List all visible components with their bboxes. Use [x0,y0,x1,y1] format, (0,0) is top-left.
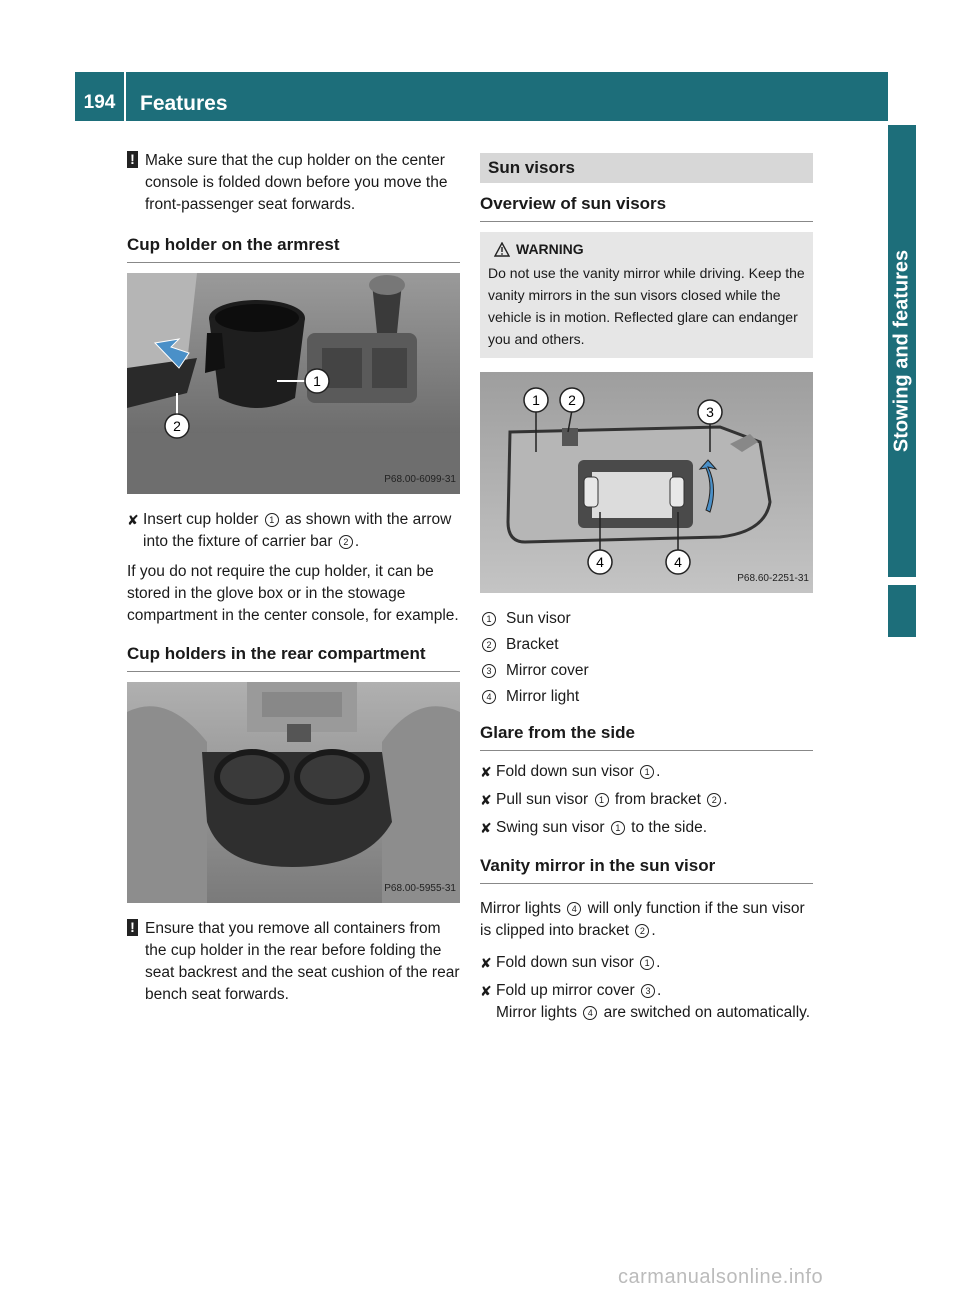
instruction-step [480,980,813,1024]
callout-ref: 4 [583,1006,597,1020]
callout-ref: 1 [265,513,279,527]
step-text: Insert cup holder [143,511,259,528]
result-text: Mirror lights [496,1004,577,1021]
callout-ref: 2 [339,535,353,549]
callout-1: 1 [313,373,321,389]
paragraph-text: . [651,922,656,939]
step-text: . [723,791,728,808]
note-text: Make sure that the cup holder on the center console is folded down before you move the front-passenger seat forwards. [145,152,448,213]
callout-3: 3 [706,404,714,420]
instruction-step [480,789,813,811]
callout-4: 4 [596,554,604,570]
step-arrow-icon: ✘ [127,512,139,528]
callout-ref: 1 [640,956,654,970]
legend-item [480,686,813,708]
notice-note [127,150,460,216]
callout-4: 4 [674,554,682,570]
chapter-tab-label-wrap [888,125,916,577]
instruction-step [480,817,813,839]
left-column [127,150,460,1024]
step-arrow-icon: ✘ [480,764,492,780]
note-text: Ensure that you remove all containers from the cup holder in the rear before folding the seat backrest and the seat cushion of the rear bench seat forwards. [145,920,460,1003]
legend-item [480,634,813,656]
callout-ref: 3 [641,984,655,998]
chapter-tab-marker [888,585,916,637]
callout-ref: 2 [482,638,496,652]
figure-code: P68.60-2251-31 [737,573,809,584]
callout-1: 1 [532,392,540,408]
step-text: . [657,982,662,999]
legend-list [480,608,813,708]
step-text: Pull sun visor [496,791,589,808]
instruction-step [127,509,460,553]
legend-item [480,608,813,630]
right-column [480,150,813,1030]
paragraph-text: Mirror lights [480,900,561,917]
warning-box [480,232,813,358]
exclamation-icon: ! [127,919,138,936]
callout-ref: 1 [482,612,496,626]
figure-armrest-cup-holder [127,273,460,494]
legend-label: Bracket [506,636,559,653]
step-text: Fold up mirror cover [496,982,635,999]
figure-sun-visor [480,372,813,593]
paragraph-glovebox: If you do not require the cup holder, it can be stored in the glove box or in the stowage compartment in the center console, for example. [127,563,459,624]
callout-ref: 4 [482,690,496,704]
callout-2: 2 [173,418,181,434]
callout-ref: 1 [640,765,654,779]
heading-overview-sun-visors: Overview of sun visors [480,193,813,222]
sun-visor-illustration [480,372,813,593]
heading-cup-holders-rear: Cup holders in the rear compartment [127,643,460,672]
callout-ref: 3 [482,664,496,678]
callout-2: 2 [568,392,576,408]
figure-rear-cup-holder [127,682,460,903]
instruction-step [480,952,813,974]
page-number: 194 [75,72,126,121]
legend-label: Mirror light [506,688,580,705]
paragraph-text: will only function if the sun visor is clipped into bracket [480,900,805,939]
figure-code: P68.00-5955-31 [384,883,456,894]
step-arrow-icon: ✘ [480,792,492,808]
armrest-illustration [127,273,460,494]
rear-cup-holder-illustration [127,682,460,903]
step-arrow-icon: ✘ [480,955,492,971]
footer-watermark: carmanualsonline.info [618,1266,824,1288]
step-text: Swing sun visor [496,819,605,836]
warning-text: Do not use the vanity mirror while driving. Keep the vanity mirrors in the sun visors closed while the vehicle is in motion. Reflected glare can endanger you and others. [488,265,805,347]
paragraph-vanity [480,898,813,942]
step-arrow-icon: ✘ [480,983,492,999]
step-arrow-icon: ✘ [480,820,492,836]
legend-label: Mirror cover [506,662,589,679]
step-text: from bracket [614,791,701,808]
step-text: . [656,763,661,780]
chapter-tab-label: Stowing and features [890,249,913,453]
figure-code: P68.00-6099-31 [384,474,456,485]
step-text: . [656,954,661,971]
heading-cup-holder-armrest: Cup holder on the armrest [127,234,460,263]
exclamation-icon: ! [127,151,138,168]
warning-title: WARNING [516,241,584,257]
step-result [496,1002,813,1024]
callout-ref: 4 [567,902,581,916]
step-text: to the side. [631,819,707,836]
step-text: Fold down sun visor [496,954,634,971]
step-text: . [354,533,360,550]
callout-ref: 2 [707,793,721,807]
warning-header [488,238,805,260]
heading-vanity-mirror: Vanity mirror in the sun visor [480,855,813,884]
step-text: as shown with the arrow into the fixture of carrier bar [143,511,452,550]
result-text: are switched on automatically. [603,1004,811,1021]
callout-ref: 2 [635,924,649,938]
callout-ref: 1 [595,793,609,807]
instruction-step [480,761,813,783]
legend-label: Sun visor [506,610,571,627]
heading-glare-from-side: Glare from the side [480,722,813,751]
callout-ref: 1 [611,821,625,835]
page-title: Features [140,92,228,115]
legend-item [480,660,813,682]
step-text: Fold down sun visor [496,763,634,780]
warning-triangle-icon [494,242,510,257]
section-title: Sun visors [480,153,813,183]
notice-note [127,918,460,1006]
